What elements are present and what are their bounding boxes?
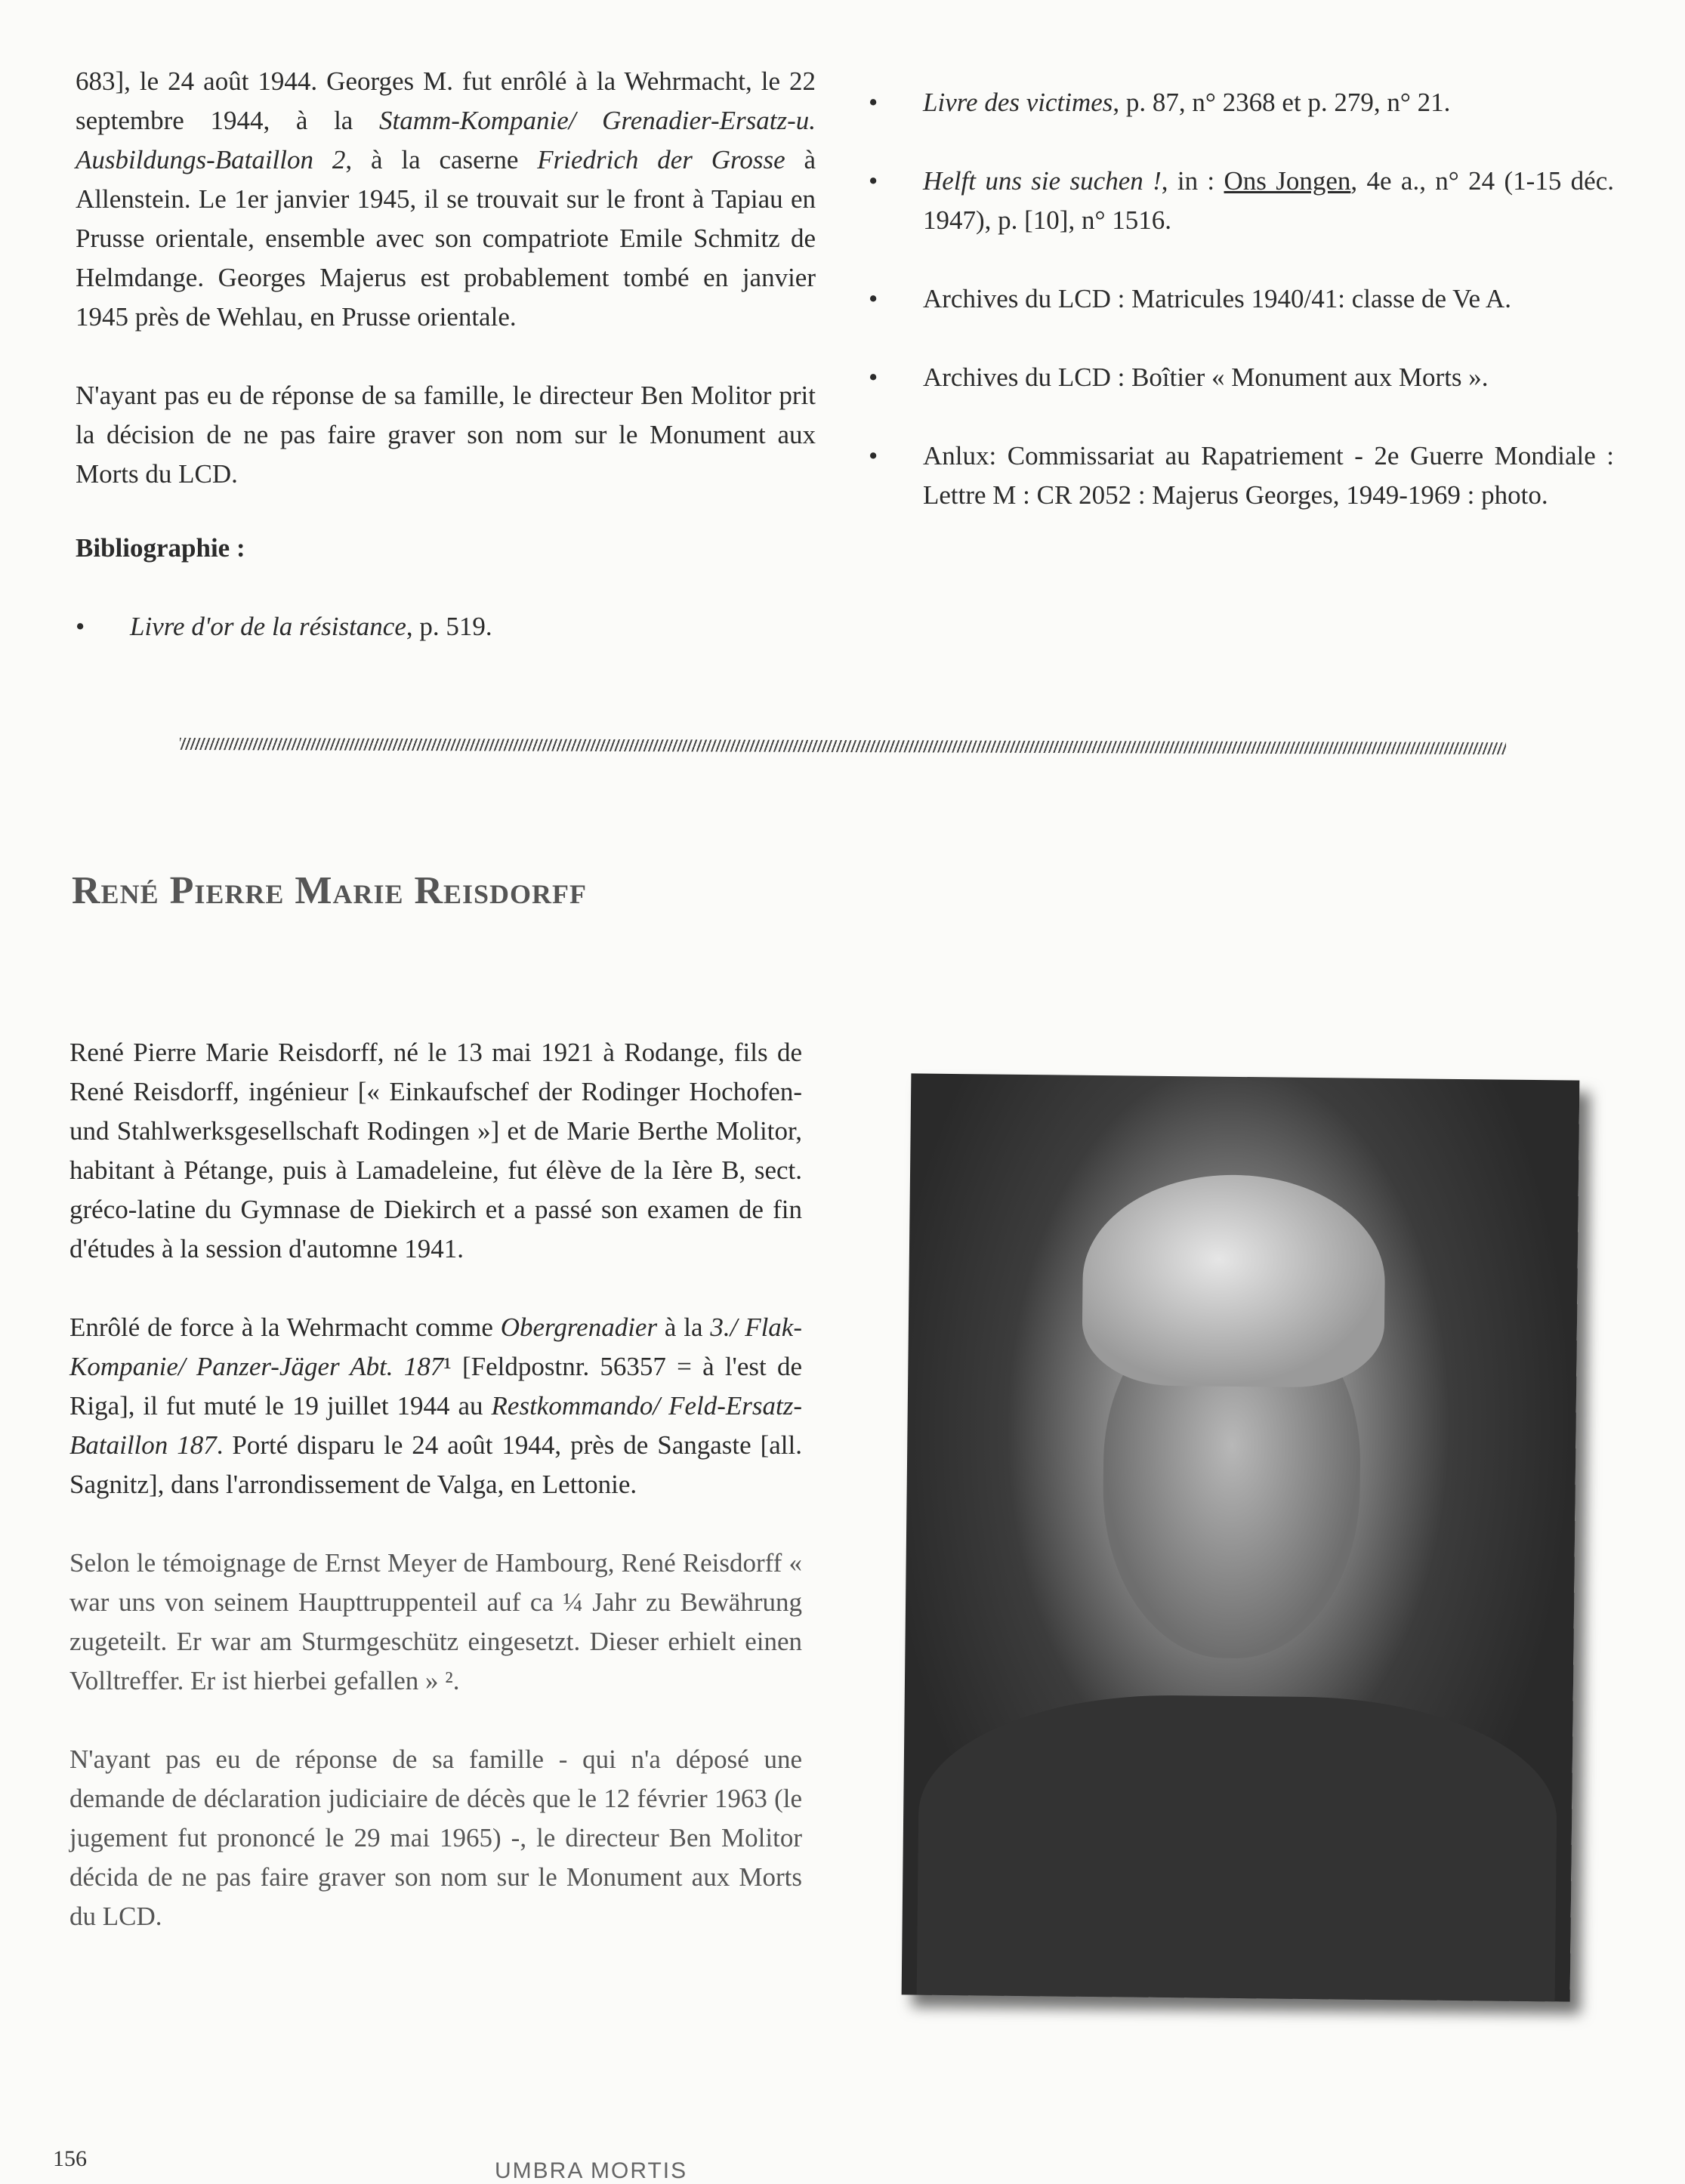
bibliography-section xyxy=(76,529,816,646)
bibliography-item xyxy=(869,436,1614,515)
italic-text: Obergrenadier xyxy=(500,1313,658,1342)
paragraph xyxy=(76,62,816,337)
italic-text: Friedrich der Grosse xyxy=(537,145,785,174)
bibliography-heading: Bibliographie : xyxy=(76,533,245,563)
text-run: à Allenstein. Le 1er janvier 1945, il se trouvait sur le front à Tapiau en Prusse orientale, ensemble avec son compatriote Emile Schmitz de Helmdange. Georges Majerus est probablement tombé en janvier 1945 près de Wehlau, en Prusse orientale. xyxy=(76,145,816,332)
bullet-icon: • xyxy=(869,166,878,196)
portrait-photo xyxy=(902,1073,1580,2001)
bullet-icon: • xyxy=(76,612,85,641)
text-run: à la xyxy=(657,1313,711,1342)
text-run: . Porté disparu le 24 août 1944, près de Sangaste [all. Sagnitz], dans l'arrondissement de Valga, en Lettonie. xyxy=(69,1430,802,1499)
bullet-icon: • xyxy=(869,362,878,392)
bullet-icon: • xyxy=(869,284,878,313)
photo-uniform xyxy=(917,1693,1558,2002)
italic-text: Helft uns sie suchen ! xyxy=(923,166,1162,196)
text-run: N'ayant pas eu de réponse de sa famille, le directeur Ben Molitor prit la décision de ne pas faire graver son nom sur le Monument aux Morts du LCD. xyxy=(76,381,816,489)
underlined-title: Ons Jongen xyxy=(1224,166,1351,196)
text-run: , p. 519. xyxy=(406,612,492,641)
top-left-column xyxy=(76,62,816,533)
top-right-bibliography xyxy=(869,83,1614,554)
italic-text: Livre d'or de la résistance xyxy=(130,612,406,641)
text-run: , à la caserne xyxy=(345,145,538,174)
bullet-icon: • xyxy=(869,88,878,117)
paragraph xyxy=(69,1308,802,1504)
bibliography-item xyxy=(869,83,1614,122)
text-run: 683], le 24 août 1944. Georges M. fut enrôlé à la Wehrmacht, le 22 septembre 1944, à la xyxy=(76,66,816,135)
text-run: Enrôlé de force à la Wehrmacht comme xyxy=(69,1313,501,1342)
text-run: Archives du LCD : Boîtier « Monument aux Morts ». xyxy=(923,362,1489,392)
bibliography-item xyxy=(869,279,1614,319)
italic-text: 3./ Flak-Kompanie/ Panzer-Jäger Abt. 187 xyxy=(69,1313,802,1381)
bibliography-item xyxy=(869,162,1614,240)
text-run: ¹ [Feldpostnr. 56357 = à l'est de Riga], il fut muté le 19 juillet 1944 au xyxy=(69,1352,802,1421)
text-run: , p. 87, n° 2368 et p. 279, n° 21. xyxy=(1113,88,1451,117)
bullet-icon: • xyxy=(869,441,878,470)
photo-hair xyxy=(1082,1174,1386,1388)
text-run: N'ayant pas eu de réponse de sa famille - qui n'a déposé une demande de déclaration judiciaire de décès que le 12 février 1963 (le jugement fut prononcé le 29 mai 1965) -, le directeur Ben Molitor décida de ne pas faire graver son nom sur le Monument aux Morts du LCD. xyxy=(69,1744,802,1931)
bibliography-item xyxy=(869,358,1614,397)
paragraph xyxy=(76,376,816,494)
italic-text: Stamm-Kompanie/ Grenadier-Ersatz-u. Ausbildungs-Bataillon 2 xyxy=(76,106,816,174)
bibliography-item xyxy=(76,607,816,646)
italic-text: Restkommando/ Feld-Ersatz-Bataillon 187 xyxy=(69,1391,802,1460)
paragraph xyxy=(69,1033,802,1269)
section-title: René Pierre Marie Reisdorff xyxy=(72,869,588,912)
paragraph xyxy=(69,1544,802,1701)
text-run: Archives du LCD : Matricules 1940/41: classe de Ve A. xyxy=(923,284,1511,313)
text-run: René Pierre Marie Reisdorff, né le 13 mai 1921 à Rodange, fils de René Reisdorff, ingénieur [« Einkaufschef der Rodinger Hochofen- und Stahlwerksgesellschaft Rodingen »] et de Marie Berthe Molitor, habitant à Pétange, puis à Lamadeleine, fut élève de la Ière B, sect. gréco-latine du Gymnase de Diekirch et a passé son examen de fin d'études à la session d'automne 1941. xyxy=(69,1038,802,1263)
text-run: , in : xyxy=(1161,166,1224,196)
running-footer: UMBRA MORTIS xyxy=(495,2158,688,2183)
paragraph xyxy=(69,1740,802,1936)
italic-text: Livre des victimes xyxy=(923,88,1113,117)
page-number: 156 xyxy=(53,2146,87,2171)
text-run: Selon le témoignage de Ernst Meyer de Hambourg, René Reisdorff « war uns von seinem Haupttruppenteil auf ca ¼ Jahr zu Bewährung zugeteilt. Er war am Sturmgeschütz eingesetzt. Dieser erhielt einen Volltreffer. Er ist hierbei gefallen » ². xyxy=(69,1548,802,1695)
biography-text xyxy=(69,1033,802,1976)
section-divider xyxy=(180,738,1506,754)
text-run: Anlux: Commissariat au Rapatriement - 2e Guerre Mondiale : Lettre M : CR 2052 : Majerus Georges, 1949-1969 : photo. xyxy=(923,441,1614,510)
text-run: , 4e a., n° 24 (1-15 déc. 1947), p. [10], n° 1516. xyxy=(923,166,1614,235)
